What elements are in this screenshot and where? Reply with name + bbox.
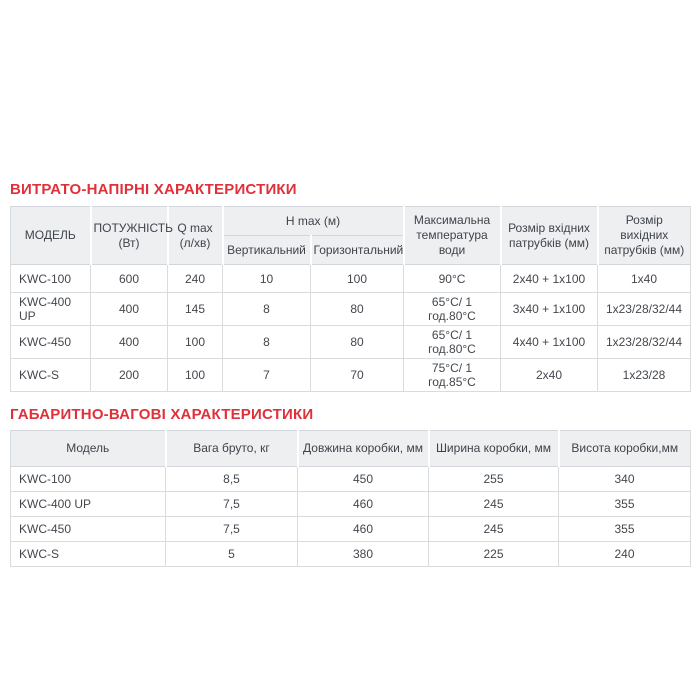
table-row xyxy=(11,326,691,359)
value-cell: 225 xyxy=(429,542,559,567)
value-cell: 80 xyxy=(311,326,404,359)
model-cell: KWC-450 xyxy=(11,517,166,542)
value-cell: 4x40 + 1x100 xyxy=(501,326,598,359)
value-cell: 100 xyxy=(311,265,404,293)
model-cell: KWC-450 xyxy=(11,326,91,359)
col-header-box-width: Ширина коробки, мм xyxy=(429,431,559,467)
value-cell: 7 xyxy=(223,359,311,392)
value-cell: 400 xyxy=(91,326,168,359)
value-cell: 65°С/ 1 год.80°С xyxy=(404,293,501,326)
table-row xyxy=(11,542,691,567)
col-header-max-temp: Максимальна температура води xyxy=(404,207,501,265)
value-cell: 340 xyxy=(559,467,691,492)
value-cell: 255 xyxy=(429,467,559,492)
value-cell: 8 xyxy=(223,293,311,326)
value-cell: 1x23/28 xyxy=(598,359,691,392)
model-cell: KWC-100 xyxy=(11,467,166,492)
col-header-outlet-size: Розмір вихідних патрубків (мм) xyxy=(598,207,691,265)
table-row xyxy=(11,293,691,326)
flow-pressure-table xyxy=(10,206,691,392)
value-cell: 7,5 xyxy=(166,517,298,542)
col-header-gross-weight: Вага бруто, кг xyxy=(166,431,298,467)
value-cell: 100 xyxy=(168,359,223,392)
value-cell: 380 xyxy=(298,542,429,567)
col-header-hmax-horizontal: Горизонтальний xyxy=(311,236,404,265)
model-cell: KWC-400 UP xyxy=(11,492,166,517)
section-title-dimensions-weight: ГАБАРИТНО-ВАГОВІ ХАРАКТЕРИСТИКИ xyxy=(10,406,314,423)
value-cell: 200 xyxy=(91,359,168,392)
value-cell: 460 xyxy=(298,517,429,542)
value-cell: 450 xyxy=(298,467,429,492)
value-cell: 7,5 xyxy=(166,492,298,517)
value-cell: 355 xyxy=(559,517,691,542)
value-cell: 240 xyxy=(168,265,223,293)
col-header-hmax-vertical: Вертикальний xyxy=(223,236,311,265)
value-cell: 355 xyxy=(559,492,691,517)
model-cell: KWC-S xyxy=(11,542,166,567)
value-cell: 2x40 xyxy=(501,359,598,392)
table-row xyxy=(11,517,691,542)
dimensions-weight-table xyxy=(10,430,691,567)
value-cell: 70 xyxy=(311,359,404,392)
table-row xyxy=(11,265,691,293)
value-cell: 75°С/ 1 год.85°С xyxy=(404,359,501,392)
value-cell: 600 xyxy=(91,265,168,293)
model-cell: KWC-100 xyxy=(11,265,91,293)
model-cell: KWC-400 UP xyxy=(11,293,91,326)
value-cell: 245 xyxy=(429,517,559,542)
col-header-model: МОДЕЛЬ xyxy=(11,207,91,265)
value-cell: 3x40 + 1x100 xyxy=(501,293,598,326)
model-cell: KWC-S xyxy=(11,359,91,392)
value-cell: 100 xyxy=(168,326,223,359)
value-cell: 1x40 xyxy=(598,265,691,293)
col-header-power: ПОТУЖНІСТЬ (Вт) xyxy=(91,207,168,265)
table-row xyxy=(11,467,691,492)
col-header-box-length: Довжина коробки, мм xyxy=(298,431,429,467)
col-header-qmax: Q max (л/хв) xyxy=(168,207,223,265)
col-header-box-height: Висота коробки,мм xyxy=(559,431,691,467)
value-cell: 65°С/ 1 год.80°С xyxy=(404,326,501,359)
table-row xyxy=(11,359,691,392)
value-cell: 80 xyxy=(311,293,404,326)
value-cell: 8,5 xyxy=(166,467,298,492)
value-cell: 240 xyxy=(559,542,691,567)
section-title-flow-pressure: ВИТРАТО-НАПІРНІ ХАРАКТЕРИСТИКИ xyxy=(10,181,297,198)
value-cell: 245 xyxy=(429,492,559,517)
spec-sheet xyxy=(10,0,690,567)
col-header-hmax-group: H max (м) xyxy=(223,207,404,236)
value-cell: 8 xyxy=(223,326,311,359)
value-cell: 10 xyxy=(223,265,311,293)
value-cell: 460 xyxy=(298,492,429,517)
value-cell: 5 xyxy=(166,542,298,567)
value-cell: 400 xyxy=(91,293,168,326)
col-header-model: Модель xyxy=(11,431,166,467)
table-row xyxy=(11,492,691,517)
value-cell: 1x23/28/32/44 xyxy=(598,293,691,326)
col-header-inlet-size: Розмір вхідних патрубків (мм) xyxy=(501,207,598,265)
value-cell: 90°С xyxy=(404,265,501,293)
value-cell: 145 xyxy=(168,293,223,326)
value-cell: 1x23/28/32/44 xyxy=(598,326,691,359)
value-cell: 2x40 + 1x100 xyxy=(501,265,598,293)
